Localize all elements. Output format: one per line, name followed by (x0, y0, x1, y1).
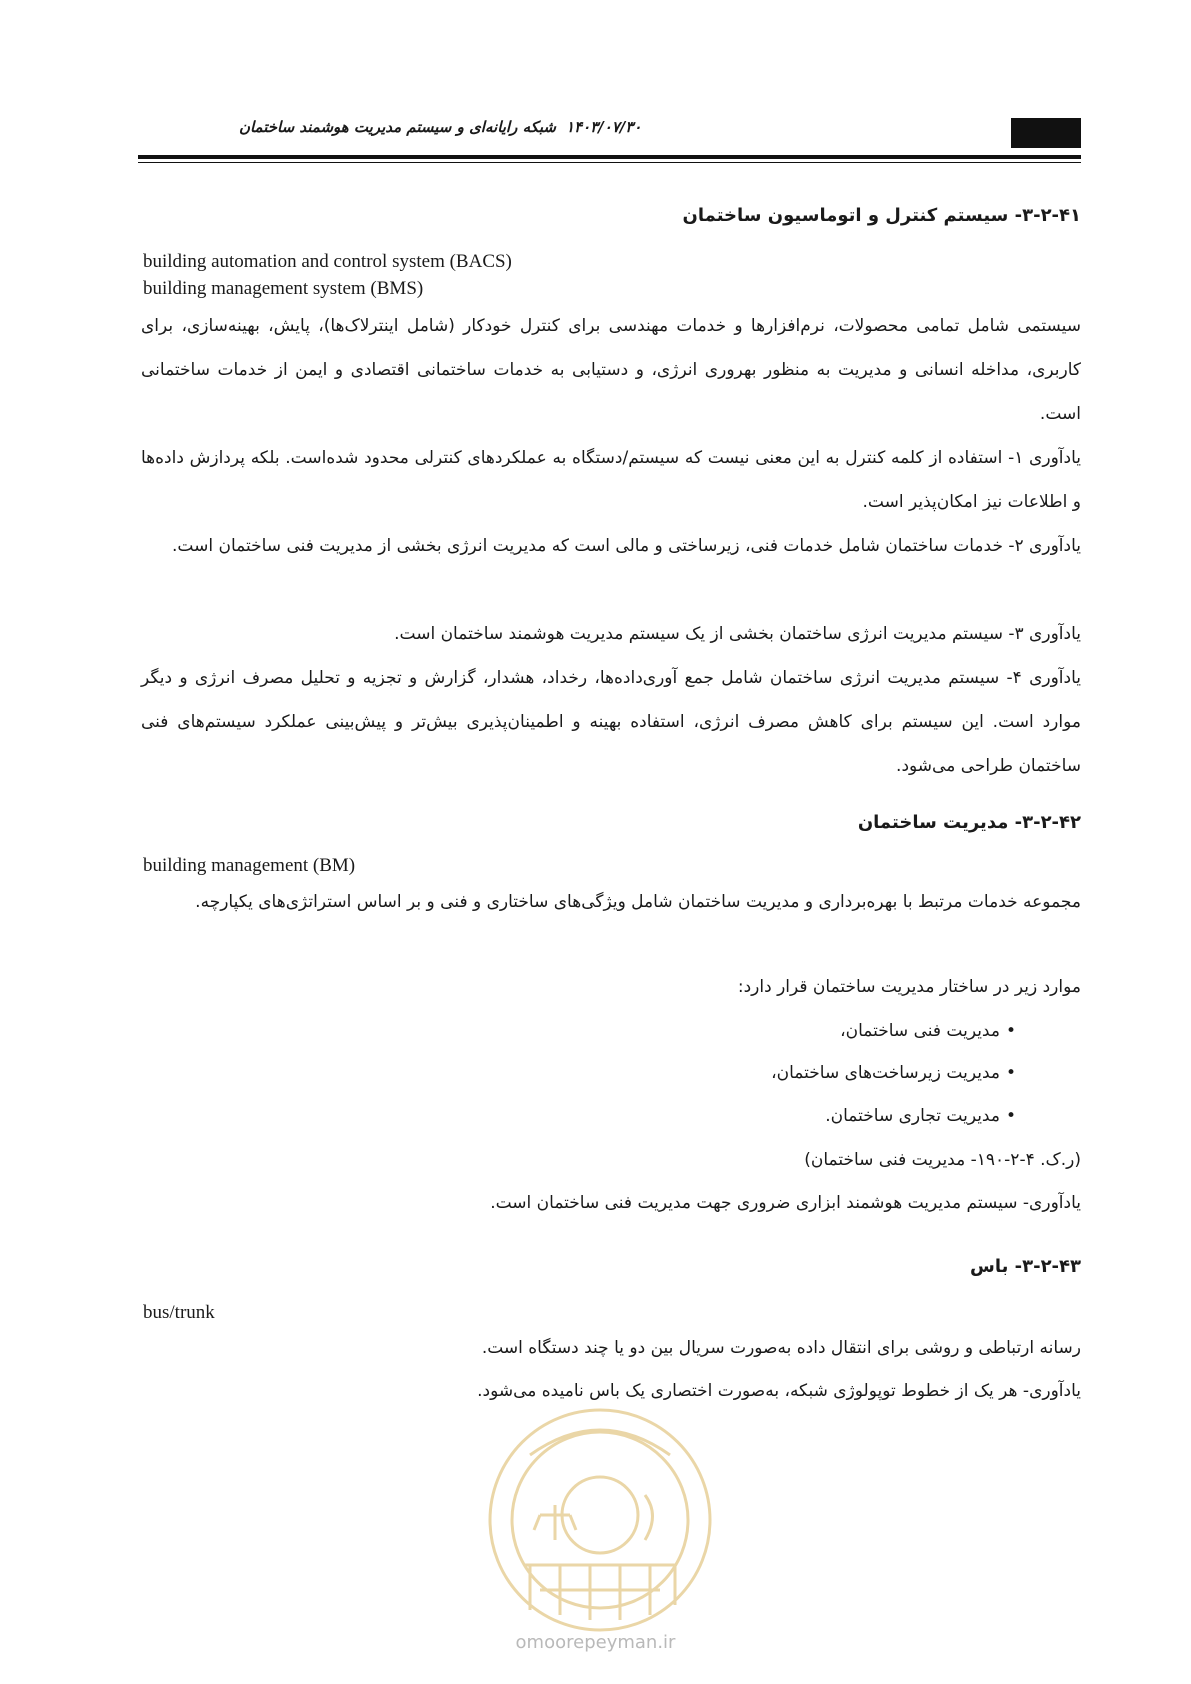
section-42-bullet-3: •مدیریت تجاری ساختمان. (825, 1106, 1016, 1126)
header-date: ۱۴۰۳/۰۷/۳۰ (566, 118, 642, 136)
header-page-number-box (1011, 118, 1081, 148)
section-43-note: یادآوری- هر یک از خطوط توپولوژی شبکه، به‌صورت اختصاری یک باس نامیده می‌شود. (477, 1381, 1081, 1401)
section-42-definition: مجموعه خدمات مرتبط با بهره‌برداری و مدیریت ساختمان شامل ویژگی‌های ساختاری و فنی و بر اساس استراتژی‌های یکپارچه. (195, 892, 1081, 912)
section-43-english-term: bus/trunk (143, 1302, 215, 1323)
section-43-heading: ۳-۲-۴۳- باس (970, 1256, 1081, 1277)
section-42-list-intro: موارد زیر در ساختار مدیریت ساختمان قرار دارد: (737, 977, 1081, 997)
section-43-definition: رسانه ارتباطی و روشی برای انتقال داده به‌صورت سریال بین دو یا چند دستگاه است. (481, 1338, 1081, 1358)
section-42-bullet-2: •مدیریت زیرساخت‌های ساختمان، (771, 1063, 1016, 1083)
section-42-note: یادآوری- سیستم مدیریت هوشمند ابزاری ضروری جهت مدیریت فنی ساختمان است. (490, 1193, 1081, 1213)
section-41-english-term-1: building automation and control system (BACS) (143, 251, 512, 272)
section-41-english-term-2: building management system (BMS) (143, 278, 424, 299)
section-42-heading: ۳-۲-۴۲- مدیریت ساختمان (857, 812, 1081, 833)
header-rule-thick (138, 155, 1081, 159)
section-42-bullet-1: •مدیریت فنی ساختمان، (840, 1021, 1016, 1041)
header-title: شبکه رایانه‌ای و سیستم مدیریت هوشمند ساختمان (238, 118, 556, 136)
watermark-url: omoorepeyman.ir (515, 1632, 676, 1653)
section-41-note-4: یادآوری ۴- سیستم مدیریت انرژی ساختمان شامل جمع آوری‌داده‌ها، رخداد، هشدار، گزارش و تجزیه و تحلیل مصرف انرژی و دیگر موارد است. این سیستم برای کاهش مصرف انرژی، استفاده بهینه و اطمینان‌پذیری بیش‌تر و پیش‌بینی عملکرد سیستم‌های فنی ساختمان طراحی می‌شود. (141, 668, 1081, 776)
section-41-heading: ۳-۲-۴۱- سیستم کنترل و اتوماسیون ساختمان (682, 205, 1081, 226)
header-rule-thin (138, 162, 1081, 163)
section-41-note-3: یادآوری ۳- سیستم مدیریت انرژی ساختمان بخشی از یک سیستم مدیریت هوشمند ساختمان است. (394, 624, 1081, 644)
section-41-definition: سیستمی شامل تمامی محصولات، نرم‌افزارها و خدمات مهندسی برای کنترل خودکار (شامل اینترلاک‌ها)، پایش، بهینه‌سازی، برای کاربری، مداخله انسانی و مدیریت به منظور بهروری انرژی، و دستیابی به خدمات ساختمانی اقتصادی و ایمن از خدمات ساختمانی است. (141, 316, 1081, 424)
watermark-seal-icon (470, 1395, 730, 1645)
section-41-note-1: یادآوری ۱- استفاده از کلمه کنترل به این معنی نیست که سیستم/دستگاه به عملکردهای کنترلی محدود شده‌است. بلکه پردازش داده‌ها و اطلاعات نیز امکان‌پذیر است. (141, 448, 1081, 512)
section-41-note-2: یادآوری ۲- خدمات ساختمان شامل خدمات فنی، زیرساختی و مالی است که مدیریت انرژی بخشی از مدیریت فنی ساختمان است. (172, 536, 1081, 556)
section-42-english-term: building management (BM) (143, 855, 356, 876)
section-42-reference: (ر.ک. ۴-۲-۱۹۰- مدیریت فنی ساختمان) (804, 1150, 1081, 1170)
